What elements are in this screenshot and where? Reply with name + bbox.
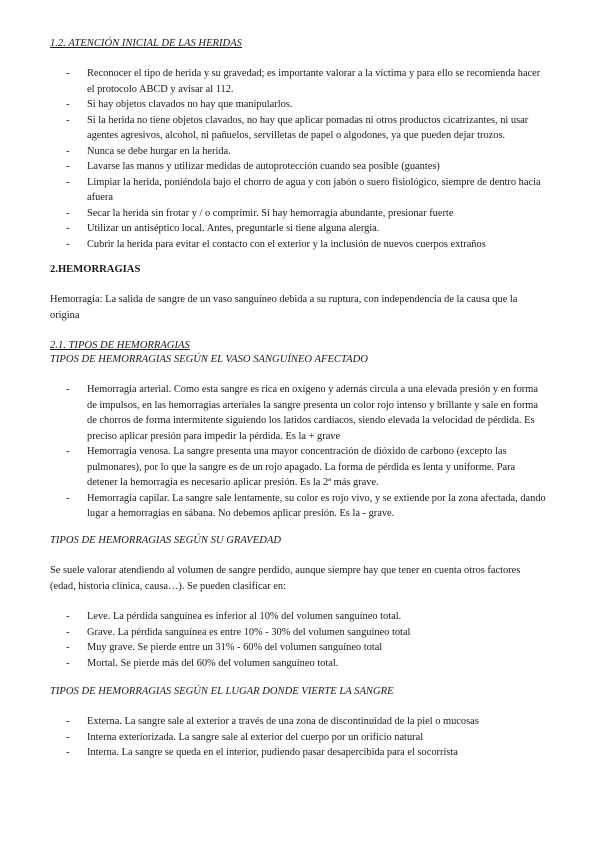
list-item: - Limpiar la herida, poniéndola bajo el chorro de agua y con jabón o suero fisiológico, siempre de dentro hacia afuera: [0, 175, 600, 206]
subtitle-vaso: TIPOS DE HEMORRAGIAS SEGÚN EL VASO SANGUÍNEO AFECTADO: [50, 354, 368, 365]
list-item: - Externa. La sangre sale al exterior a través de una zona de discontinuidad de la piel o mucosas: [0, 714, 600, 730]
hemorrhage-definition: Hemorragia: La salida de sangre de un vaso sanguíneo debida a su ruptura, con independencia de la causa que la origina: [50, 294, 518, 321]
list-item: - Nunca se debe hurgar en la herida.: [0, 144, 600, 160]
location-list: [0, 714, 600, 761]
section-2-1-title: 2.1. TIPOS DE HEMORRAGIAS: [50, 340, 190, 351]
list-item: - Muy grave. Se pierde entre un 31% - 60% del volumen sanguíneo total: [0, 640, 600, 656]
gravedad-intro: Se suele valorar atendiendo al volumen de sangre perdido, aunque siempre hay que tener en cuenta otros factores (edad, historia clínica, causa…). Se pueden clasificar en:: [50, 565, 521, 592]
list-item: - Hemorragia venosa. La sangre presenta una mayor concentración de dióxido de carbono (excepto las pulmonares), por lo que la sangre es de un rojo apagado. La forma de pérdida es lenta y uniforme. Para detener la hemorragia es necesario aplicar presión. Es la 2ª más grave.: [0, 444, 600, 491]
list-item: - Utilizar un antiséptico local. Antes, preguntarle si tiene alguna alergia.: [0, 221, 600, 237]
section-1-2-title: 1.2. ATENCIÓN INICIAL DE LAS HERIDAS: [50, 38, 242, 49]
list-item: - Grave. La pérdida sanguínea es entre 10% - 30% del volumen sanguíneo total: [0, 625, 600, 641]
list-item: - Lavarse las manos y utilizar medidas de autoprotección cuando sea posible (guantes): [0, 159, 600, 175]
subtitle-gravedad: TIPOS DE HEMORRAGIAS SEGÚN SU GRAVEDAD: [50, 535, 282, 546]
list-item: - Leve. La pérdida sanguínea es inferior al 10% del volumen sanguíneo total.: [0, 609, 600, 625]
vessel-types-list: [0, 382, 600, 522]
list-item: - Reconocer el tipo de herida y su gravedad; es importante valorar a la víctima y para ello se recomienda hacer el protocolo ABCD y avisar al 112.: [0, 66, 600, 97]
section-2-title: 2.HEMORRAGIAS: [50, 264, 141, 275]
severity-list: [0, 609, 600, 671]
list-item: - Si hay objetos clavados no hay que manipularlos.: [0, 97, 600, 113]
list-item: - Si la herida no tiene objetos clavados, no hay que aplicar pomadas ni otros productos cicatrizantes, ni usar agentes agresivos, alcohol, ni pañuelos, servilletas de papel o algodones, ya que pueden dejar trozos.: [0, 113, 600, 144]
list-item: - Mortal. Se pierde más del 60% del volumen sanguíneo total.: [0, 656, 600, 672]
list-item: - Secar la herida sin frotar y / o comprimir. Si hay hemorragia abundante, presionar fuerte: [0, 206, 600, 222]
list-item: - Cubrir la herida para evitar el contacto con el exterior y la inclusión de nuevos cuerpos extraños: [0, 237, 600, 253]
wound-care-list: [0, 66, 600, 252]
list-item: - Hemorragia arterial. Como esta sangre es rica en oxígeno y además circula a una elevada presión y en forma de impulsos, en las hemorragias arteriales la sangre presenta un color rojo intenso y brillante y sale en forma de chorros de forma intermitente siguiendo los latidos cardíacos, siendo elevada la velocidad de pérdida. Es preciso aplicar presión para impedir la pérdida. Es la + grave: [0, 382, 600, 444]
list-item: - Hemorragia capilar. La sangre sale lentamente, su color es rojo vivo, y se extiende por la zona afectada, dando lugar a hemorragias en sábana. No debemos aplicar presión. Es la - grave.: [0, 491, 600, 522]
list-item: - Interna exteriorizada. La sangre sale al exterior del cuerpo por un orificio natural: [0, 730, 600, 746]
list-item: - Interna. La sangre se queda en el interior, pudiendo pasar desapercibida para el socorrista: [0, 745, 600, 761]
subtitle-lugar: TIPOS DE HEMORRAGIAS SEGÚN EL LUGAR DONDE VIERTE LA SANGRE: [50, 686, 394, 697]
